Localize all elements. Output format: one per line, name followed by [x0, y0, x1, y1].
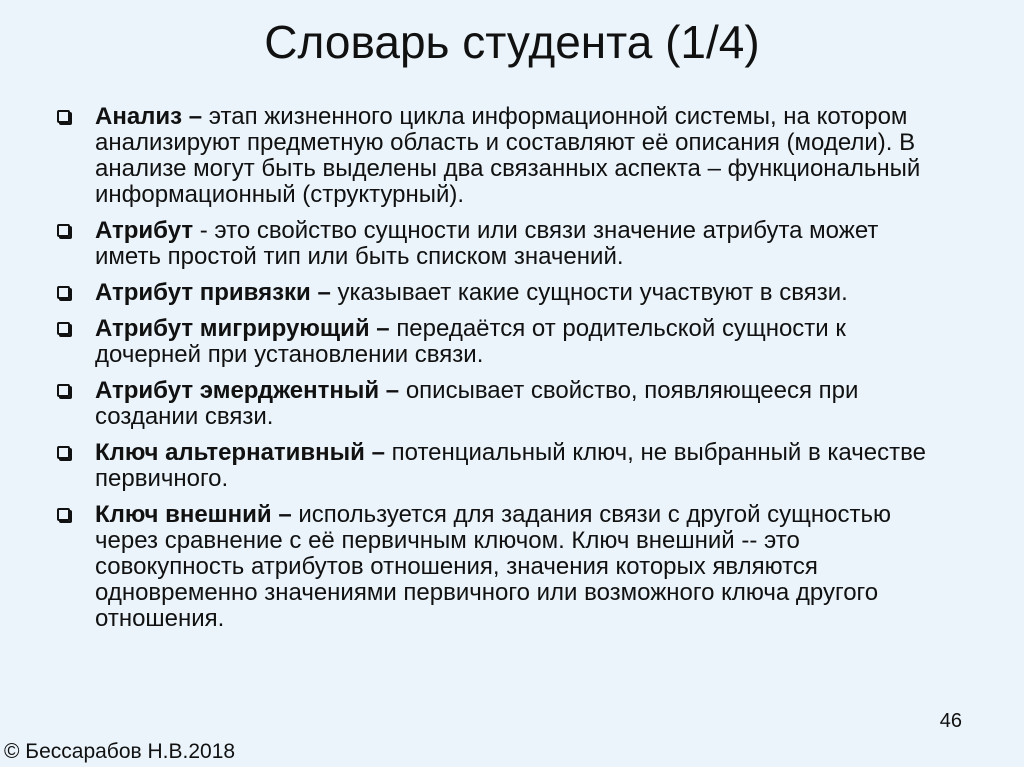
definition: потенциальный ключ, не выбранный в качестве первичного.: [95, 439, 926, 492]
term: Атрибут: [95, 217, 194, 244]
separator: –: [369, 315, 397, 342]
checkbox-bullet-icon: [57, 446, 70, 459]
list-item: [55, 104, 950, 208]
separator: –: [271, 501, 299, 528]
separator: –: [379, 377, 406, 404]
page-number: 46: [939, 710, 962, 732]
checkbox-bullet-icon: [57, 286, 70, 299]
definition: это свойство сущности или связи значение атрибута может иметь простой тип или быть списком значений.: [95, 217, 879, 270]
definition: описывает свойство, появляющееся при создании связи.: [95, 377, 859, 430]
checkbox-bullet-icon: [57, 508, 70, 521]
list-item: [55, 440, 950, 492]
term: Атрибут мигрирующий: [95, 315, 370, 342]
definition: указывает какие сущности участвуют в связи.: [337, 279, 848, 306]
term: Ключ альтернативный: [95, 439, 365, 466]
separator: –: [364, 439, 392, 466]
separator: –: [182, 103, 209, 130]
glossary-list: [55, 104, 950, 642]
definition: передаётся от родительской сущности к дочерней при установлении связи.: [95, 315, 846, 368]
term: Анализ: [95, 103, 183, 130]
definition: используется для задания связи с другой сущностью через сравнение с её первичным ключом. Ключ внешний -- это совокупность атрибутов отношения, значения которых являются одновременно значениями первичного или возможного ключа другого отношения.: [95, 501, 892, 632]
list-item: [55, 280, 950, 306]
term: Ключ внешний: [95, 501, 272, 528]
list-item: [55, 316, 950, 368]
separator: -: [193, 217, 215, 244]
definition: этап жизненного цикла информационной системы, на котором анализируют предметную область и составляют её описания (модели). В анализе могут быть выделены два связанных аспекта – функциональный информационный (структурный).: [95, 103, 921, 208]
term: Атрибут привязки: [95, 279, 311, 306]
checkbox-bullet-icon: [57, 384, 70, 397]
checkbox-bullet-icon: [57, 110, 70, 123]
checkbox-bullet-icon: [57, 322, 70, 335]
copyright-footer: © Бессарабов Н.В.2018: [4, 740, 236, 763]
list-item: [55, 218, 950, 270]
term: Атрибут эмерджентный: [95, 377, 380, 404]
list-item: [55, 502, 950, 632]
slide-title: Словарь студента (1/4): [264, 16, 760, 68]
separator: –: [310, 279, 338, 306]
checkbox-bullet-icon: [57, 224, 70, 237]
list-item: [55, 378, 950, 430]
